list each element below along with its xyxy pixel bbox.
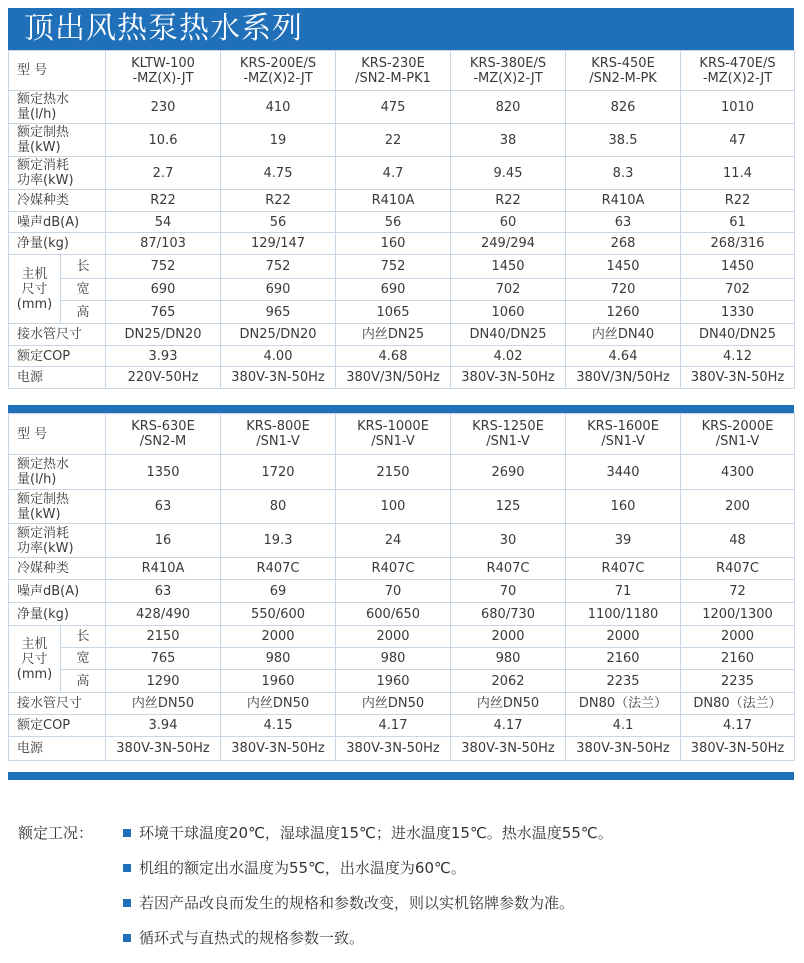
row-label-line: 量(kW) [17, 506, 61, 522]
row-label [9, 124, 106, 157]
value-cell: 380V-3N-50Hz [336, 737, 451, 761]
row-label-line: 额定热水 [17, 92, 70, 107]
row-label-line: 额定制热 [17, 491, 70, 507]
table-row [9, 157, 795, 190]
table-row [9, 190, 795, 212]
value-cell: 16 [106, 524, 221, 558]
table-row [9, 346, 795, 367]
value-cell: 2150 [106, 626, 221, 648]
model-name [451, 414, 566, 455]
value-cell: R407C [566, 558, 681, 580]
value-cell: 690 [336, 279, 451, 301]
value-cell: 2000 [336, 626, 451, 648]
row-label: 电源 [9, 367, 106, 389]
value-cell: 380V-3N-50Hz [451, 367, 566, 389]
table-row [9, 255, 795, 279]
row-label-line: 功率(kW) [17, 173, 74, 188]
value-cell: 4.12 [681, 346, 795, 367]
value-cell: 690 [221, 279, 336, 301]
value-cell: 380V-3N-50Hz [221, 367, 336, 389]
model-name-line: /SN1-V [371, 434, 415, 449]
model-name-line: /SN2-M [139, 434, 187, 449]
value-cell: 4.68 [336, 346, 451, 367]
bullet-icon [123, 829, 131, 837]
value-cell: 410 [221, 91, 336, 124]
value-cell: DN40/DN25 [451, 324, 566, 346]
note-text: 若因产品改良而发生的规格和参数改变，则以实机铭牌参数为准。 [139, 894, 575, 912]
table-row [9, 693, 795, 715]
value-cell: 1260 [566, 301, 681, 324]
value-cell: 680/730 [451, 603, 566, 626]
value-cell: 820 [451, 91, 566, 124]
table-row [9, 414, 795, 455]
row-label: 接水管尺寸 [9, 693, 106, 715]
row-label-size-line: 主机 [21, 266, 48, 282]
row-label-size-line: 尺寸 [21, 651, 48, 667]
row-label [9, 524, 106, 558]
value-cell: R410A [336, 190, 451, 212]
value-cell: 60 [451, 212, 566, 233]
model-name-line: KRS-230E [361, 55, 425, 71]
value-cell: 752 [221, 255, 336, 279]
value-cell: 69 [221, 580, 336, 603]
row-label-line: 量(kW) [17, 140, 61, 155]
notes-section [18, 818, 788, 958]
value-cell: 9.45 [451, 157, 566, 190]
value-cell: 200 [681, 490, 795, 524]
model-name-line: KLTW-100 [131, 55, 195, 71]
value-cell: R22 [451, 190, 566, 212]
row-label: 型 号 [9, 51, 106, 91]
value-cell: 1200/1300 [681, 603, 795, 626]
section-divider [8, 405, 794, 413]
table-row [9, 455, 795, 490]
value-cell: 2235 [681, 670, 795, 693]
value-cell: 380V-3N-50Hz [106, 737, 221, 761]
table-row [9, 279, 795, 301]
value-cell: 380V-3N-50Hz [451, 737, 566, 761]
value-cell: 54 [106, 212, 221, 233]
value-cell: 3.94 [106, 715, 221, 737]
table-row [9, 558, 795, 580]
table-row [9, 670, 795, 693]
table-row [9, 648, 795, 670]
value-cell: 100 [336, 490, 451, 524]
value-cell: R410A [566, 190, 681, 212]
value-cell: 2.7 [106, 157, 221, 190]
value-cell: 4.00 [221, 346, 336, 367]
value-cell: 220V-50Hz [106, 367, 221, 389]
value-cell: 10.6 [106, 124, 221, 157]
value-cell: 765 [106, 648, 221, 670]
row-label: 噪声dB(A) [9, 212, 106, 233]
value-cell: 87/103 [106, 233, 221, 255]
row-label-line: 量(l/h) [17, 472, 57, 487]
model-name [221, 51, 336, 91]
model-name [451, 51, 566, 91]
value-cell: 1350 [106, 455, 221, 490]
table-row [9, 233, 795, 255]
row-label: 额定COP [9, 346, 106, 367]
value-cell: 3.93 [106, 346, 221, 367]
value-cell: 1290 [106, 670, 221, 693]
value-cell: 4.64 [566, 346, 681, 367]
value-cell: 1450 [566, 255, 681, 279]
value-cell: 380V-3N-50Hz [681, 737, 795, 761]
row-label-size [9, 255, 61, 324]
note-item [18, 923, 788, 958]
row-label-size-line: (mm) [16, 666, 53, 682]
value-cell: 24 [336, 524, 451, 558]
row-label: 净量(kg) [9, 603, 106, 626]
value-cell: DN25/DN20 [106, 324, 221, 346]
value-cell: 1065 [336, 301, 451, 324]
value-cell: 249/294 [451, 233, 566, 255]
value-cell: 550/600 [221, 603, 336, 626]
value-cell: DN25/DN20 [221, 324, 336, 346]
table-row [9, 124, 795, 157]
row-label-line: 额定制热 [17, 125, 70, 140]
page-title: 顶出风热泵热水系列 [8, 8, 794, 50]
row-label: 电源 [9, 737, 106, 761]
model-name [106, 414, 221, 455]
value-cell: R22 [221, 190, 336, 212]
value-cell: 内丝DN25 [336, 324, 451, 346]
value-cell: R410A [106, 558, 221, 580]
notes-label: 额定工况： [18, 824, 94, 842]
model-name-line: /SN2-M-PK [589, 70, 657, 86]
value-cell: 内丝DN50 [221, 693, 336, 715]
row-label [9, 490, 106, 524]
value-cell: 380V/3N/50Hz [336, 367, 451, 389]
model-name-line: /SN1-V [601, 434, 645, 449]
value-cell: 4300 [681, 455, 795, 490]
row-label: 接水管尺寸 [9, 324, 106, 346]
value-cell: 125 [451, 490, 566, 524]
value-cell: 980 [451, 648, 566, 670]
table-row [9, 580, 795, 603]
value-cell: 1960 [221, 670, 336, 693]
row-label: 冷媒种类 [9, 190, 106, 212]
value-cell: 70 [451, 580, 566, 603]
value-cell: 4.7 [336, 157, 451, 190]
table-row [9, 301, 795, 324]
value-cell: 19 [221, 124, 336, 157]
row-label: 噪声dB(A) [9, 580, 106, 603]
table-row [9, 51, 795, 91]
value-cell: 4.15 [221, 715, 336, 737]
value-cell: 2150 [336, 455, 451, 490]
row-label [9, 157, 106, 190]
row-label-line: 额定热水 [17, 457, 70, 472]
bottom-divider [8, 772, 794, 780]
value-cell: 72 [681, 580, 795, 603]
model-name-line: /SN1-V [256, 434, 300, 449]
value-cell: 内丝DN50 [106, 693, 221, 715]
value-cell: 19.3 [221, 524, 336, 558]
row-sublabel: 宽 [61, 648, 106, 670]
note-item [18, 818, 788, 853]
row-label-size-line: 主机 [21, 636, 48, 652]
value-cell: 965 [221, 301, 336, 324]
row-label-line: 额定消耗 [17, 158, 70, 173]
value-cell: 1450 [451, 255, 566, 279]
value-cell: 380V/3N/50Hz [566, 367, 681, 389]
value-cell: DN80（法兰） [566, 693, 681, 715]
table-row [9, 490, 795, 524]
table-row [9, 367, 795, 389]
table-row [9, 737, 795, 761]
row-label-size-line: (mm) [16, 296, 53, 312]
note-text: 环境干球温度20℃，湿球温度15℃；进水温度15℃。热水温度55℃。 [139, 824, 613, 842]
value-cell: 4.1 [566, 715, 681, 737]
value-cell: 380V-3N-50Hz [221, 737, 336, 761]
value-cell: 2235 [566, 670, 681, 693]
note-text: 机组的额定出水温度为55℃，出水温度为60℃。 [139, 859, 466, 877]
value-cell: 475 [336, 91, 451, 124]
value-cell: 3440 [566, 455, 681, 490]
spec-table-2 [8, 413, 795, 761]
model-name-line: KRS-1250E [472, 419, 544, 434]
row-sublabel: 高 [61, 301, 106, 324]
bullet-icon [123, 899, 131, 907]
row-label: 额定COP [9, 715, 106, 737]
value-cell: 1010 [681, 91, 795, 124]
row-label [9, 455, 106, 490]
table-row [9, 212, 795, 233]
model-name-line: -MZ(X)2-JT [243, 70, 313, 86]
row-sublabel: 长 [61, 255, 106, 279]
model-name-line: KRS-450E [591, 55, 655, 71]
row-label-size-line: 尺寸 [21, 281, 48, 297]
value-cell: 2160 [566, 648, 681, 670]
value-cell: 129/147 [221, 233, 336, 255]
value-cell: 内丝DN50 [451, 693, 566, 715]
table-row [9, 324, 795, 346]
table-row [9, 91, 795, 124]
value-cell: R407C [681, 558, 795, 580]
value-cell: 702 [451, 279, 566, 301]
value-cell: 702 [681, 279, 795, 301]
model-name-line: /SN1-V [715, 434, 760, 449]
model-name-line: /SN1-V [486, 434, 530, 449]
model-name-line: KRS-200E/S [239, 55, 317, 71]
value-cell: 980 [336, 648, 451, 670]
value-cell: 268/316 [681, 233, 795, 255]
value-cell: 2690 [451, 455, 566, 490]
row-label [9, 91, 106, 124]
value-cell: 690 [106, 279, 221, 301]
value-cell: 752 [106, 255, 221, 279]
value-cell: 4.75 [221, 157, 336, 190]
model-name-line: KRS-1600E [587, 419, 659, 434]
note-item [18, 888, 788, 923]
value-cell: 765 [106, 301, 221, 324]
value-cell: 2000 [221, 626, 336, 648]
value-cell: DN40/DN25 [681, 324, 795, 346]
bullet-icon [123, 864, 131, 872]
row-label: 冷媒种类 [9, 558, 106, 580]
value-cell: 4.17 [681, 715, 795, 737]
value-cell: 1060 [451, 301, 566, 324]
value-cell: 47 [681, 124, 795, 157]
note-text: 循环式与直热式的规格参数一致。 [139, 929, 365, 947]
model-name [336, 51, 451, 91]
bullet-icon [123, 934, 131, 942]
value-cell: 4.17 [451, 715, 566, 737]
model-name-line: KRS-470E/S [699, 55, 776, 71]
row-sublabel: 高 [61, 670, 106, 693]
value-cell: R407C [451, 558, 566, 580]
model-name-line: -MZ(X)2-JT [473, 70, 543, 86]
value-cell: 63 [106, 580, 221, 603]
value-cell: 230 [106, 91, 221, 124]
value-cell: 70 [336, 580, 451, 603]
value-cell: R22 [681, 190, 795, 212]
value-cell: R22 [106, 190, 221, 212]
row-label-line: 功率(kW) [17, 540, 74, 556]
row-sublabel: 长 [61, 626, 106, 648]
value-cell: 63 [106, 490, 221, 524]
table-row [9, 715, 795, 737]
table-row [9, 524, 795, 558]
model-name [681, 414, 795, 455]
value-cell: 4.17 [336, 715, 451, 737]
model-name-line: KRS-630E [131, 419, 195, 434]
value-cell: 1450 [681, 255, 795, 279]
value-cell: 1330 [681, 301, 795, 324]
row-label-line: 额定消耗 [17, 525, 70, 541]
value-cell: 160 [336, 233, 451, 255]
value-cell: 380V-3N-50Hz [681, 367, 795, 389]
value-cell: 2000 [681, 626, 795, 648]
row-label-line: 量(l/h) [17, 107, 57, 122]
spec-table-1 [8, 50, 795, 389]
value-cell: 38 [451, 124, 566, 157]
value-cell: 48 [681, 524, 795, 558]
value-cell: DN80（法兰） [681, 693, 795, 715]
value-cell: 56 [221, 212, 336, 233]
model-name [336, 414, 451, 455]
value-cell: 2062 [451, 670, 566, 693]
value-cell: 2160 [681, 648, 795, 670]
value-cell: 4.02 [451, 346, 566, 367]
model-name-line: KRS-1000E [357, 419, 429, 434]
value-cell: 63 [566, 212, 681, 233]
model-name-line: /SN2-M-PK1 [355, 70, 431, 86]
value-cell: 160 [566, 490, 681, 524]
value-cell: 428/490 [106, 603, 221, 626]
value-cell: 600/650 [336, 603, 451, 626]
value-cell: 39 [566, 524, 681, 558]
value-cell: 内丝DN40 [566, 324, 681, 346]
value-cell: R407C [336, 558, 451, 580]
value-cell: 80 [221, 490, 336, 524]
row-label-size [9, 626, 61, 693]
model-name [566, 51, 681, 91]
model-name-line: -MZ(X)-JT [132, 70, 194, 86]
value-cell: 2000 [451, 626, 566, 648]
model-name [566, 414, 681, 455]
model-name-line: -MZ(X)2-JT [702, 70, 773, 86]
model-name-line: KRS-2000E [701, 419, 774, 434]
value-cell: 380V-3N-50Hz [566, 737, 681, 761]
value-cell: 22 [336, 124, 451, 157]
row-sublabel: 宽 [61, 279, 106, 301]
value-cell: 38.5 [566, 124, 681, 157]
value-cell: 56 [336, 212, 451, 233]
value-cell: 71 [566, 580, 681, 603]
value-cell: 内丝DN50 [336, 693, 451, 715]
table-row [9, 603, 795, 626]
value-cell: 980 [221, 648, 336, 670]
table-row [9, 626, 795, 648]
value-cell: 61 [681, 212, 795, 233]
value-cell: 2000 [566, 626, 681, 648]
value-cell: 11.4 [681, 157, 795, 190]
row-label: 型 号 [9, 414, 106, 455]
value-cell: 826 [566, 91, 681, 124]
value-cell: 752 [336, 255, 451, 279]
value-cell: 1100/1180 [566, 603, 681, 626]
value-cell: 1960 [336, 670, 451, 693]
model-name [221, 414, 336, 455]
value-cell: 8.3 [566, 157, 681, 190]
model-name [106, 51, 221, 91]
row-label: 净量(kg) [9, 233, 106, 255]
value-cell: 268 [566, 233, 681, 255]
value-cell: 30 [451, 524, 566, 558]
model-name-line: KRS-380E/S [469, 55, 547, 71]
model-name [681, 51, 795, 91]
note-item [18, 853, 788, 888]
model-name-line: KRS-800E [246, 419, 310, 434]
value-cell: 1720 [221, 455, 336, 490]
value-cell: R407C [221, 558, 336, 580]
value-cell: 720 [566, 279, 681, 301]
